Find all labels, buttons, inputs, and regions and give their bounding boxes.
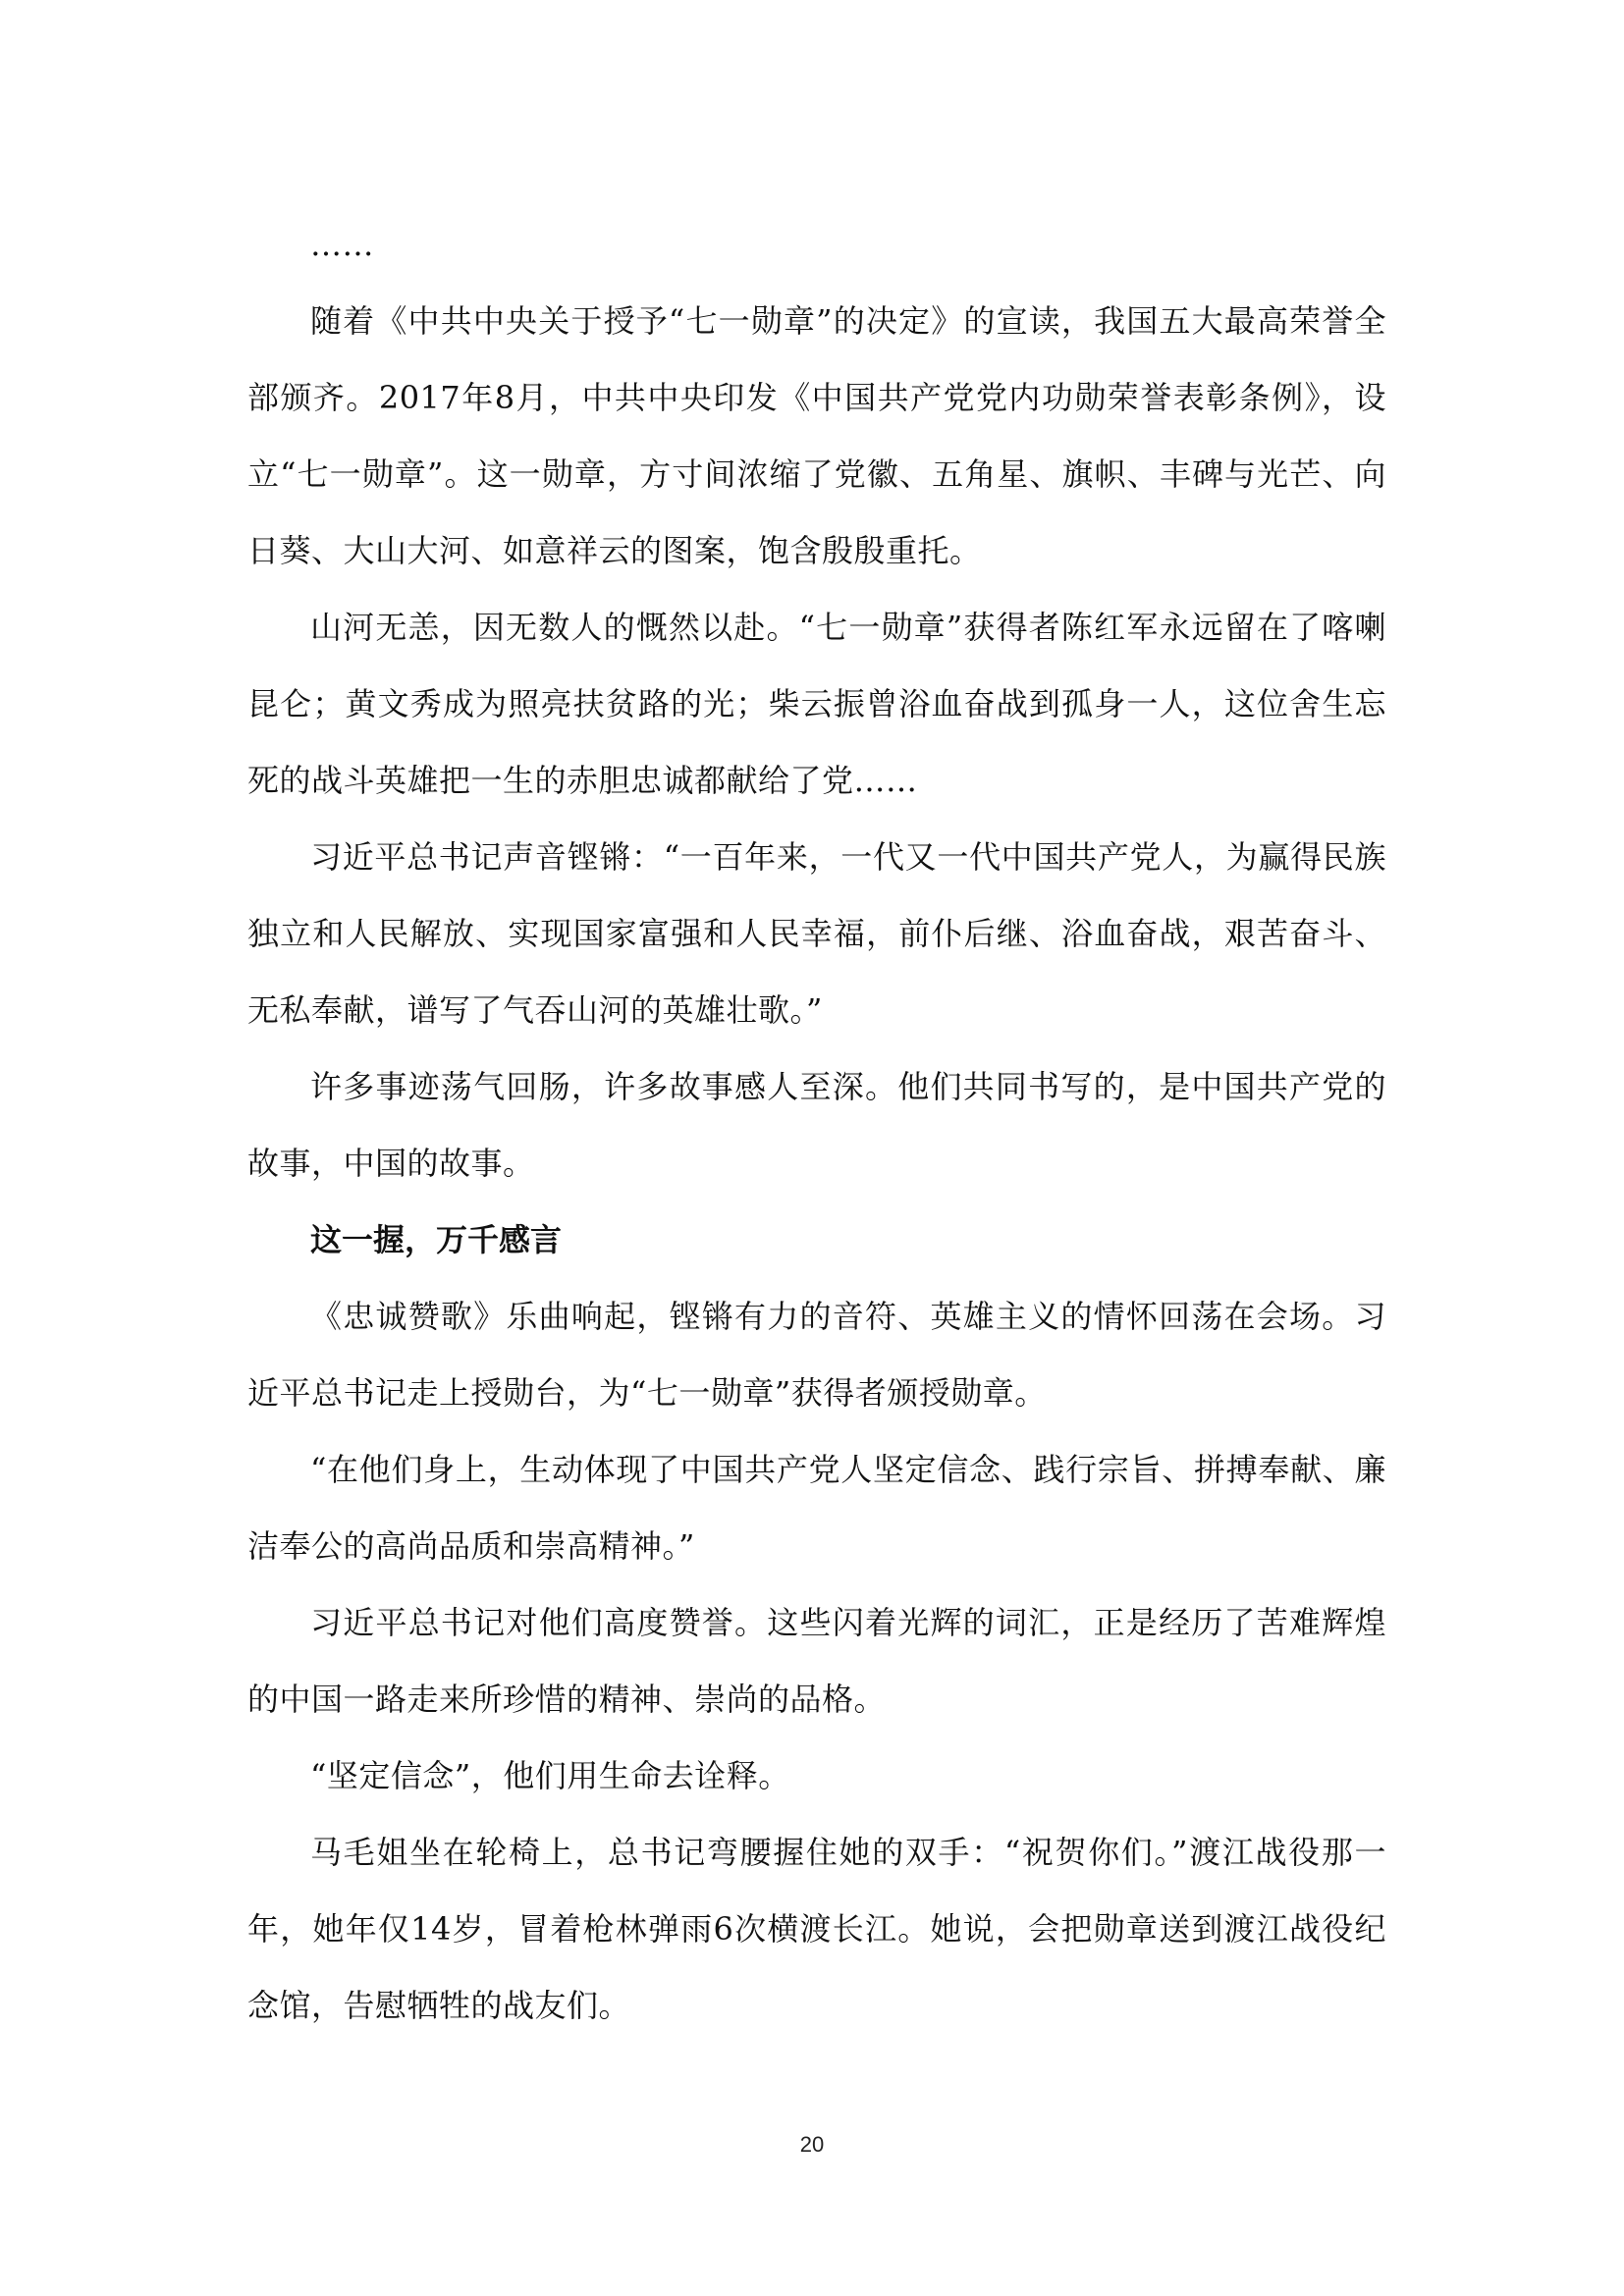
page-number: 20 (799, 2132, 825, 2157)
paragraph-ma-maojie: 马毛姐坐在轮椅上，总书记弯腰握住她的双手：“祝贺你们。”渡江战役那一年，她年仅14岁，冒着枪林弹雨6次横渡长江。她说，会把勋章送到渡江战役纪念馆，告慰牺牲的战友们。 (247, 1834, 1386, 2024)
paragraph-medal-announcement: 随着《中共中央关于授予“七一勋章”的决定》的宣读，我国五大最高荣誉全部颁齐。2017年8月，中共中央印发《中国共产党党内功勋荣誉表彰条例》，设立“七一勋章”。这一勋章，方寸间浓缩了党徽、五角星、旗帜、丰碑与光芒、向日葵、大山大河、如意祥云的图案，饱含殷殷重托。 (247, 302, 1386, 569)
section-heading: 这一握，万千感言 (310, 1221, 563, 1258)
paragraph-firm-belief: “坚定信念”，他们用生命去诠释。 (310, 1757, 790, 1794)
ellipsis-line: …… (310, 226, 374, 263)
paragraph-stories: 许多事迹荡气回肠，许多故事感人至深。他们共同书写的，是中国共产党的故事，中国的故事。 (247, 1068, 1386, 1182)
paragraph-heroes: 山河无恙，因无数人的慨然以赴。“七一勋章”获得者陈红军永远留在了喀喇昆仑；黄文秀成为照亮扶贫路的光；柴云振曾浴血奋战到孤身一人，这位舍生忘死的战斗英雄把一生的赤胆忠诚都献给了党…… (247, 609, 1386, 799)
paragraph-speech-quote: 习近平总书记声音铿锵：“一百年来，一代又一代中国共产党人，为赢得民族独立和人民解放、实现国家富强和人民幸福，前仆后继、浴血奋战，艰苦奋斗、无私奉献，谱写了气吞山河的英雄壮歌。” (247, 838, 1386, 1029)
paragraph-praise: 习近平总书记对他们高度赞誉。这些闪着光辉的词汇，正是经历了苦难辉煌的中国一路走来所珍惜的精神、崇尚的品格。 (247, 1604, 1386, 1718)
paragraph-ceremony: 《忠诚赞歌》乐曲响起，铿锵有力的音符、英雄主义的情怀回荡在会场。习近平总书记走上授勋台，为“七一勋章”获得者颁授勋章。 (247, 1298, 1386, 1412)
document-body (247, 206, 1386, 2044)
paragraph-spirit-quote: “在他们身上，生动体现了中国共产党人坚定信念、践行宗旨、拼搏奉献、廉洁奉公的高尚品质和崇高精神。” (247, 1451, 1386, 1565)
